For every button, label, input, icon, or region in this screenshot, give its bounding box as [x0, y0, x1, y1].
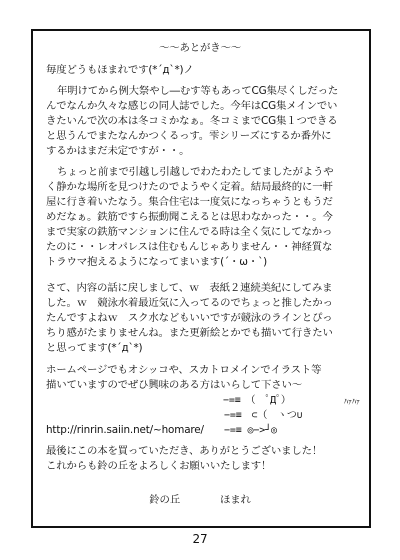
- page-title: 〜〜あとがき〜〜: [159, 42, 241, 54]
- ascii-art-line: −=≡ ⊂（ ヽつ∪: [224, 410, 303, 421]
- ascii-art-line: −=≡ （ ﾟДﾟ）: [223, 395, 291, 406]
- text-line: めだなぁ。鉄筋ですら振動聞こえるとは思わなかった・・。今: [46, 211, 333, 223]
- text-line: と思ってます(*´д`*): [46, 342, 143, 354]
- ascii-art-sound: ﾊｧﾊｧ: [344, 397, 360, 406]
- text-line: した。ｗ 競泳水着最近気に入ってるのでちょっと推したかっ: [46, 297, 333, 309]
- circle-name: 鈴の丘: [149, 494, 180, 506]
- text-line: 毎度どうもほまれです(*´д`*)ノ: [46, 64, 194, 76]
- text-line: 屋に行き着いたなう。集合住宅は一度気になっちゃうともうだ: [46, 196, 333, 208]
- author-name: ほまれ: [220, 494, 251, 506]
- text-line: たんですよねｗ スク水などもいいですが競泳のラインとぴっ: [46, 312, 333, 324]
- text-line: さて、内容の話に戻しまして、ｗ 表紙２連続美紀にしてみま: [46, 282, 333, 294]
- text-line: 年明けてから例大祭やし―むす等もあってCG集尽くしだった: [57, 85, 339, 97]
- text-line: たのに・・レオパレスは住むもんじゃありません・・神経質な: [46, 241, 333, 253]
- text-line: 最後にこの本を買っていただき、ありがとうございました！: [46, 445, 323, 457]
- page-number: 27: [192, 532, 208, 546]
- text-line: トラウマ抱えるようになってまいます(´・ω・`): [46, 256, 268, 268]
- text-line: まで実家の鉄筋マンションに住んでる時は全く気にしてなかっ: [46, 226, 333, 238]
- ascii-art-line: −=≡ ◎−>┘◎: [224, 425, 277, 436]
- text-line: きたいんで次の本は冬コミかなぁ。冬コミまでCG集１つできる: [46, 115, 338, 127]
- text-line: く静かな場所を見つけたのでようやく定着。結局最終的に一軒: [46, 181, 333, 193]
- signature: [0, 493, 400, 508]
- text-line: 描いていますのでぜひ興味のある方はいらして下さい〜: [46, 379, 303, 391]
- text-line: んでなんか久々な感じの同人誌でした。今年はCG集メインでい: [46, 100, 338, 112]
- homepage-url[interactable]: http://rinrin.saiin.net/~homare/: [46, 424, 204, 436]
- text-line: ちょっと前まで引越し引越しでわたわたしてましたがようや: [57, 166, 334, 178]
- text-line: ホームページでもオシッコや、スカトロメインでイラスト等: [46, 364, 322, 376]
- text-line: これからも鈴の丘をよろしくお願いいたします！: [46, 460, 272, 472]
- text-line: するかはまだ未定ですが・・。: [46, 145, 190, 157]
- text-line: ちり感がたまりませんね。また更新絵とかでも描いて行きたい: [46, 327, 333, 339]
- text-line: と思うんでまたなんかつくるっす。雫シリーズにするか番外に: [46, 130, 332, 142]
